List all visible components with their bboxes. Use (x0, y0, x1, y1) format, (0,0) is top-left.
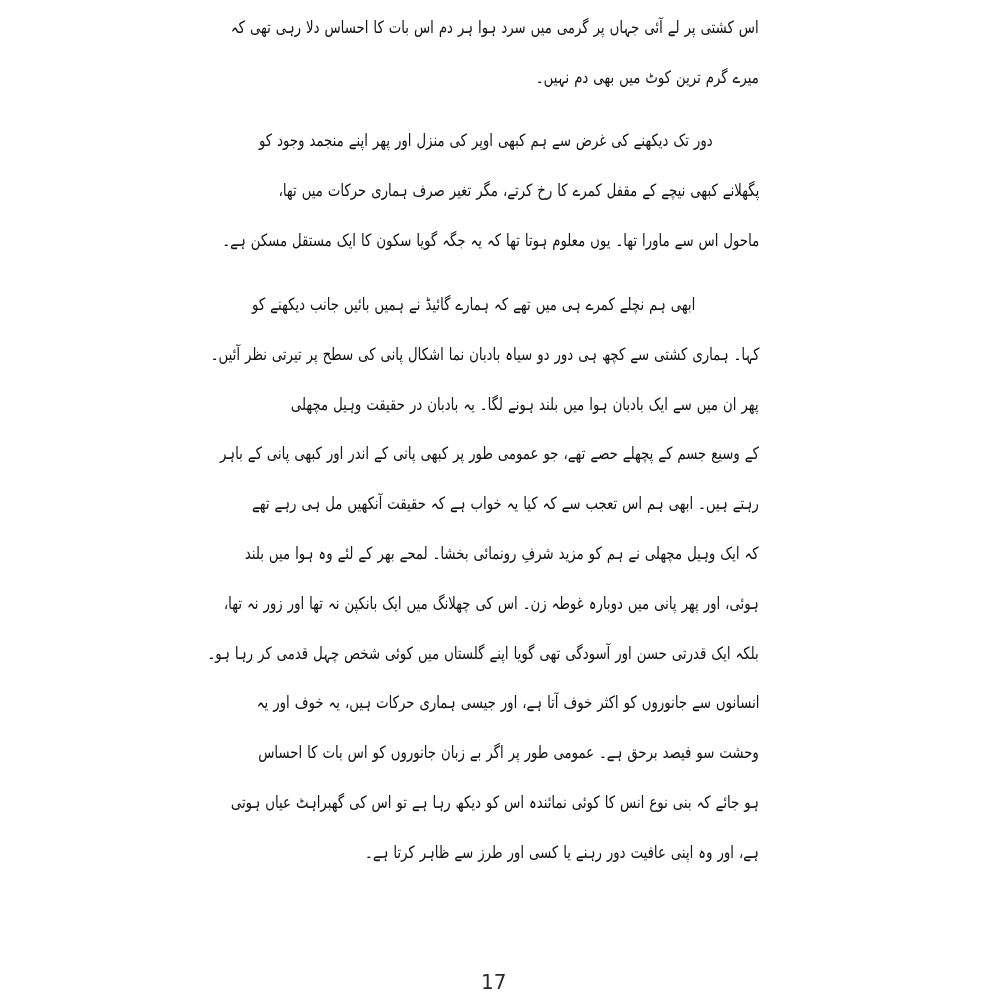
text-line (245, 480, 759, 530)
text-line-content: پھر ان میں سے ایک بادبان ہوا میں بلند ہونے لگا۔ یہ بادبان در حقیقت وہیل مچھلی (291, 394, 759, 415)
text-line-content: کہ ایک وہیل مچھلی نے ہم کو مزید شرفِ رونمائی بخشا۔ لمحے بھر کے لئے وہ ہوا میں بلند (245, 543, 759, 564)
text-line-content: ابھی ہم نچلے کمرے ہی میں تھے کہ ہمارے گائیڈ نے ہمیں بائیں جانب دیکھنے کو (251, 295, 695, 315)
text-line (245, 381, 759, 431)
text-line (210, 331, 759, 381)
text-line-content: ہو جائے کہ بنی نوع انس کا کوئی نمائندہ اس کو دیکھ رہا ہے تو اس کی گھبراہٹ عیاں ہوتی (231, 792, 759, 813)
text-line-content: رہتے ہیں۔ ابھی ہم اس تعجب سے کہ کیا یہ خواب ہے کہ حقیقت آنکھیں مل ہی رہے تھے (252, 494, 759, 515)
text-line-content: اس کشتی پر لے آئی جہاں پر گرمی میں سرد ہوا ہر دم اس بات کا احساس دلا رہی تھی کہ (231, 18, 759, 38)
text-line (220, 430, 759, 480)
text-line-content: ماحول اس سے ماورا تھا۔ یوں معلوم ہوتا تھا کہ یہ جگہ گویا سکون کا ایک مستقل مسکن ہے۔ (222, 230, 759, 251)
text-line (224, 580, 759, 630)
text-line-content: انسانوں سے جانوروں کو اکثر خوف آتا ہے، اور جیسی ہماری حرکات ہیں، یہ خوف اور یہ (256, 693, 759, 714)
page-number: 17 (481, 970, 507, 994)
text-line (245, 679, 759, 729)
text-line-content: ہوئی، اور پھر پانی میں دوبارہ غوطہ زن۔ اس کی چھلانگ میں ایک بانکپن نہ تھا اور زور نہ تھا، (224, 593, 759, 614)
text-line (245, 530, 759, 580)
text-line (245, 729, 759, 779)
text-line (207, 630, 759, 680)
text-line-content: پگھلانے کبھی نیچے کے مقفل کمرے کا رخ کرتے، مگر تغیر صرف ہماری حرکات میں تھا، (278, 180, 759, 201)
text-line (245, 54, 759, 104)
text-line (245, 281, 759, 331)
text-line-content: بلکہ ایک قدرتی حسن اور آسودگی تھی گویا اپنے گلستاں میں کوئی شخص چہل قدمی کر رہا ہو۔ (207, 643, 759, 664)
paragraph-2 (222, 117, 759, 266)
text-line-content: دور تک دیکھنے کی غرض سے ہم کبھی اوپر کی منزل اور پھر اپنے منجمد وجود کو (259, 131, 713, 151)
text-line-content: وحشت سو فیصد برحق ہے۔ عمومی طور پر اگر بے زبان جانوروں کو اس بات کا احساس (258, 743, 759, 764)
paragraph-3 (207, 281, 759, 879)
text-line (245, 829, 759, 879)
text-line-content: ہے، اور وہ اپنی عافیت دور رہنے یا کسی اور طرز سے ظاہر کرتا ہے۔ (365, 842, 759, 863)
text-line (231, 4, 759, 54)
text-line (222, 217, 759, 267)
text-line-content: میرے گرم ترین کوٹ میں بھی دم نہیں۔ (536, 67, 759, 88)
text-line-content: کہا۔ ہماری کشتی سے کچھ ہی دور دو سیاہ بادبان نما اشکال پانی کی سطح پر تیرتی نظر آئیں۔ (210, 344, 759, 365)
text-line (231, 779, 759, 829)
paragraph-1 (231, 4, 759, 104)
text-line-content: کے وسیع جسم کے پچھلے حصے تھے، جو عمومی طور پر کبھی پانی کے اندر اور کبھی پانی کے باہر (220, 444, 759, 465)
text-line (245, 167, 759, 217)
text-line (245, 117, 759, 167)
